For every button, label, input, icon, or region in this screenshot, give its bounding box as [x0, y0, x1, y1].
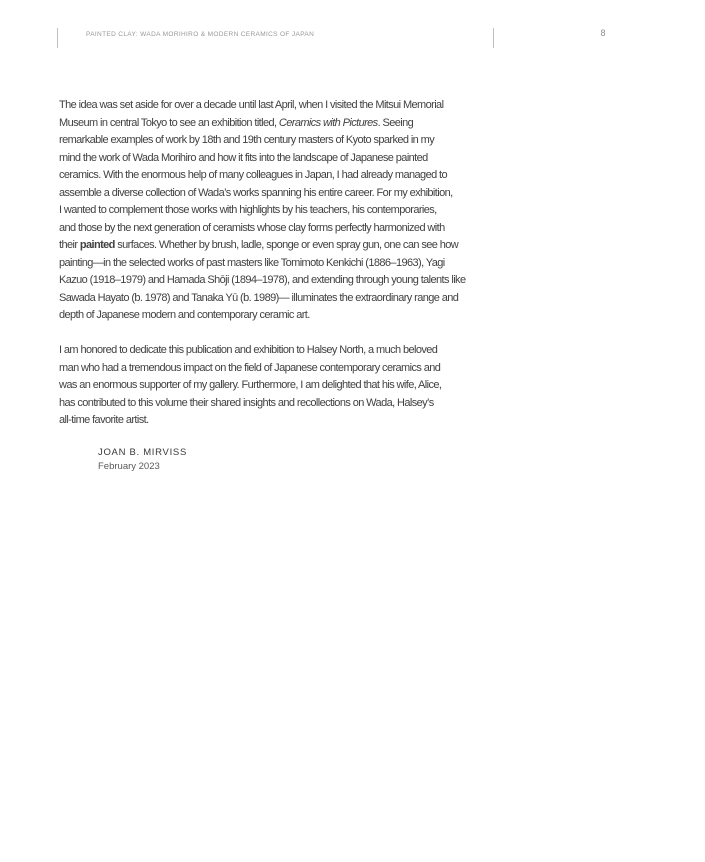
text-line [59, 150, 495, 168]
text-run: . Seeing [377, 116, 414, 129]
text-line [59, 272, 495, 290]
text-run: depth of Japanese modern and contemporary ceramic art. [59, 309, 310, 321]
signature-name: JOAN B. MIRVISS [98, 446, 187, 458]
text-line [59, 220, 495, 238]
header-rule-center [493, 28, 494, 48]
body-text [59, 97, 495, 473]
text-run: was an enormous supporter of my gallery. Furthermore, I am delighted that his wife, Alice, [59, 379, 442, 391]
text-line [59, 395, 495, 413]
text-line [59, 97, 495, 115]
text-line [59, 237, 495, 255]
text-line [59, 115, 495, 133]
text-run: man who had a tremendous impact on the field of Japanese contemporary ceramics and [59, 361, 441, 374]
text-run: mind the work of Wada Morihiro and how it fits into the landscape of Japanese painted [59, 151, 428, 164]
text-line [59, 132, 495, 150]
bold-text-run: painted [79, 239, 115, 251]
text-run: and those by the next generation of ceramists whose clay forms perfectly harmonized with [59, 221, 445, 234]
signature-block [98, 446, 495, 473]
text-line [59, 342, 495, 360]
text-run: ceramics. With the enormous help of many colleagues in Japan, I had already managed to [59, 169, 448, 181]
text-run: their [59, 239, 80, 251]
body-paragraph [59, 342, 495, 430]
text-line [59, 377, 495, 395]
header-rule-left [57, 28, 58, 48]
text-run: remarkable examples of work by 18th and 19th century masters of Kyoto sparked in my [59, 134, 435, 146]
paragraphs-container [59, 97, 495, 430]
text-line [59, 307, 495, 325]
text-line [59, 202, 495, 220]
text-line [59, 255, 495, 273]
text-line [59, 412, 495, 430]
text-line [59, 167, 495, 185]
text-run: has contributed to this volume their shared insights and recollections on Wada, Halsey’s [59, 396, 434, 409]
text-line [59, 360, 495, 378]
text-run: I am honored to dedicate this publication and exhibition to Halsey North, a much beloved [59, 344, 438, 356]
page-number: 8 [600, 28, 606, 38]
text-run: The idea was set aside for over a decade until last April, when I visited the Mitsui Memorial [59, 99, 444, 111]
text-run: Museum in central Tokyo to see an exhibition titled, [59, 116, 279, 129]
text-run: painting—in the selected works of past masters like Tomimoto Kenkichi (1886–1963), Yagi [59, 256, 445, 269]
signature-date: February 2023 [98, 460, 160, 472]
running-head-title: PAINTED CLAY: WADA MORIHIRO & MODERN CERAMICS OF JAPAN [86, 31, 315, 38]
italic-text-run: Ceramics with Pictures [278, 116, 378, 129]
text-line [59, 185, 495, 203]
body-paragraph [59, 97, 495, 325]
text-run: Kazuo (1918–1979) and Hamada Shōji (1894–1978), and extending through young talents like [59, 274, 466, 286]
text-run: I wanted to complement those works with highlights by his teachers, his contemporaries, [59, 204, 437, 216]
text-run: all-time favorite artist. [59, 414, 149, 426]
text-line [59, 290, 495, 308]
text-run: surfaces. Whether by brush, ladle, sponge or even spray gun, one can see how [114, 239, 459, 251]
text-run: Sawada Hayato (b. 1978) and Tanaka Yū (b. 1989)— illuminates the extraordinary range and [59, 291, 459, 304]
text-run: assemble a diverse collection of Wada’s works spanning his entire career. For my exhibition, [59, 186, 453, 199]
